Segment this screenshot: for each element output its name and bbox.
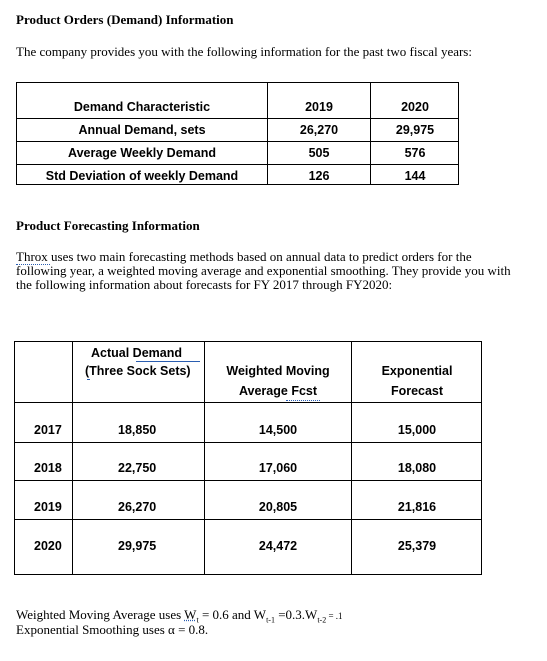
demand-row-label: Average Weekly Demand [68, 146, 216, 160]
forecast-row-actual: 26,270 [118, 500, 157, 514]
forecast-row-exp: 15,000 [397, 423, 437, 437]
demand-row-2020: 576 [404, 146, 426, 160]
forecast-row-actual: 18,850 [118, 423, 157, 437]
demand-table-header-characteristic: Demand Characteristic [73, 100, 211, 114]
forecast-row-wma: 14,500 [258, 423, 298, 437]
wma-weight-subscript: t-2 [317, 615, 327, 625]
forecast-header-wma-line1: Weighted Moving [226, 364, 330, 378]
section2-paragraph [16, 250, 541, 292]
wma-weight-value: =0.3.W [274, 607, 318, 622]
section2-title: Product Forecasting Information [16, 218, 200, 233]
section2-paragraph-line: the following information about forecasts for FY 2017 through FY2020: [16, 277, 393, 292]
demand-row-2019: 26,270 [299, 123, 339, 137]
forecast-row-wma: 17,060 [258, 461, 298, 475]
forecast-header-actual-line1: Actual Demand [91, 346, 182, 360]
forecast-row-wma: 24,472 [258, 539, 298, 553]
demand-row-2019: 505 [308, 146, 330, 160]
section2-paragraph-line: Throx uses two main forecasting methods based on annual data to predict orders for the [16, 249, 472, 264]
demand-row-2020: 29,975 [395, 123, 435, 137]
forecast-row-year: 2019 [34, 500, 62, 514]
forecast-row-actual: 29,975 [118, 539, 157, 553]
forecast-header-wma-line2: Average Fcst [238, 384, 318, 398]
forecast-row-year: 2020 [34, 539, 62, 553]
demand-row-label: Annual Demand, sets [78, 123, 206, 137]
forecast-row-year: 2017 [34, 423, 62, 437]
forecast-header-exp-line2: Forecast [390, 384, 444, 398]
forecast-row-exp: 18,080 [397, 461, 437, 475]
wma-weight-subscript: t [196, 615, 199, 625]
demand-table-header-2020: 2020 [401, 100, 429, 114]
forecast-header-actual-line2: (Three Sock Sets) [85, 364, 191, 378]
forecast-row-exp: 25,379 [397, 539, 437, 553]
forecast-row-wma: 20,805 [258, 500, 298, 514]
section2-paragraph-line: following year, a weighted moving average and exponential smoothing. They provide you with [16, 263, 511, 278]
forecast-table [14, 341, 482, 575]
demand-row-2020: 144 [404, 169, 426, 183]
forecast-header-exp-line1: Exponential [381, 364, 453, 378]
forecast-row-exp: 21,816 [397, 500, 437, 514]
exp-smoothing-note: Exponential Smoothing uses α = 0.8. [16, 622, 209, 637]
demand-table-header-2019: 2019 [305, 100, 333, 114]
forecast-row-year: 2018 [34, 461, 62, 475]
demand-table [16, 82, 459, 185]
forecast-row-actual: 22,750 [118, 461, 157, 475]
demand-row-2019: 126 [308, 169, 330, 183]
wma-weight-value: = 0.6 and W [198, 607, 267, 622]
section1-intro: The company provides you with the following information for the past two fiscal years: [16, 44, 472, 59]
wma-note-prefix: Weighted Moving Average uses [16, 607, 185, 622]
wma-weight-subscript: t-1 [266, 615, 275, 625]
demand-row-label: Std Deviation of weekly Demand [45, 169, 239, 183]
wma-weight-symbol: W [184, 607, 197, 622]
section1-title: Product Orders (Demand) Information [16, 12, 234, 27]
wma-weight-value: = .1 [326, 611, 343, 621]
